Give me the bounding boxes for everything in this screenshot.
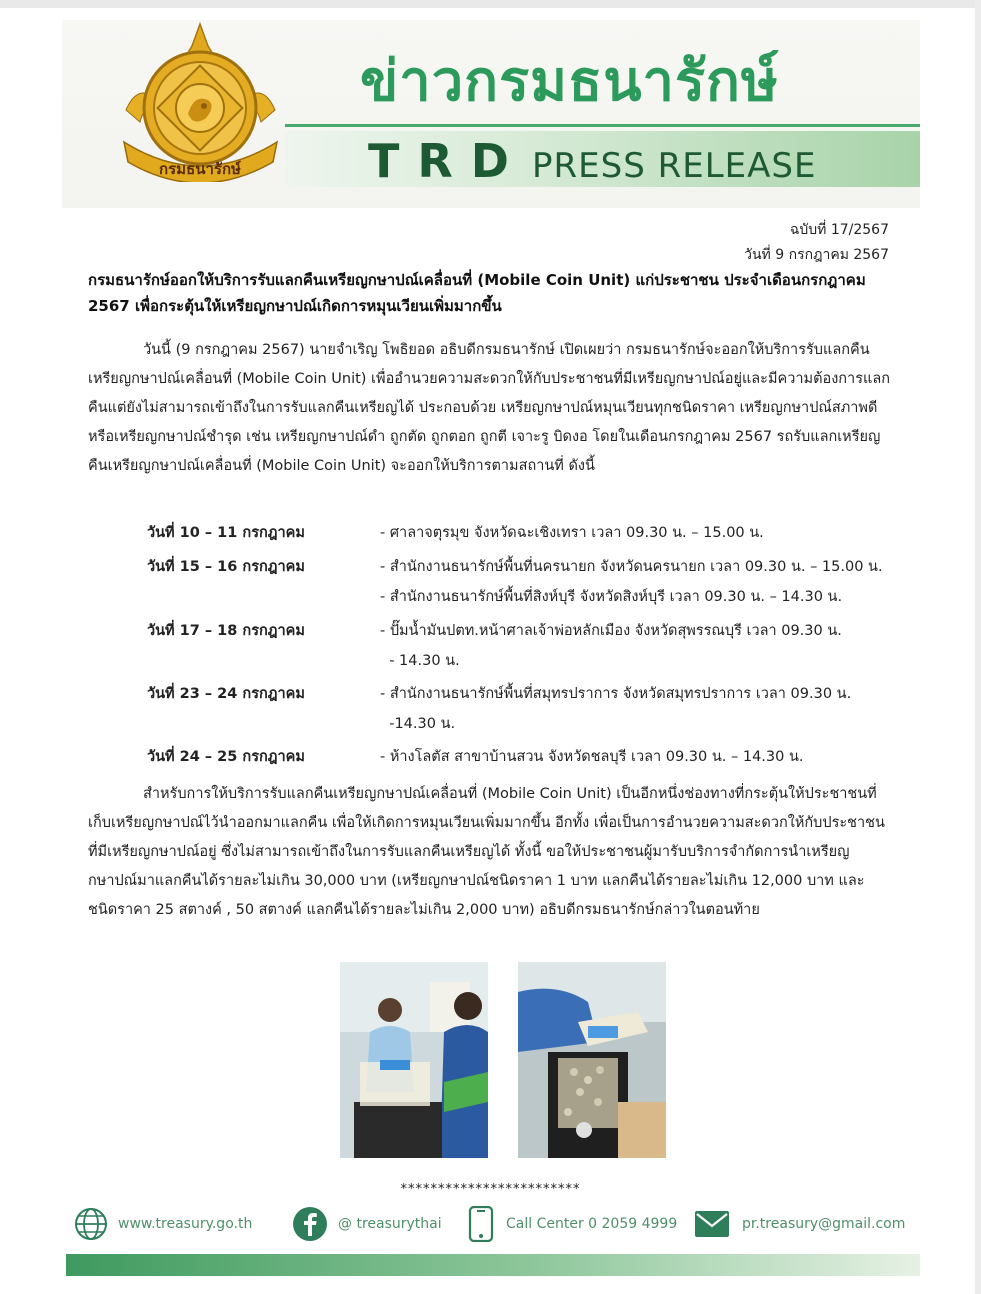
treasury-department-logo xyxy=(118,22,283,182)
press-release-label: PRESS RELEASE xyxy=(532,146,817,186)
schedule-date: วันที่ 15 – 16 กรกฎาคม xyxy=(147,559,305,575)
facebook-text: @ treasurythai xyxy=(338,1216,442,1232)
website-text: www.treasury.go.th xyxy=(118,1216,253,1232)
call-center-text: Call Center 0 2059 4999 xyxy=(506,1216,678,1232)
contact-footer xyxy=(62,1198,920,1248)
schedule-location: - สำนักงานธนารักษ์พื้นที่สิงห์บุรี จังหวัดสิงห์บุรี เวลา 09.30 น. – 14.30 น. xyxy=(380,589,843,605)
facebook-link[interactable] xyxy=(292,1206,442,1242)
mobile-phone-icon xyxy=(466,1206,496,1242)
header-title: ข่าวกรมธนารักษ์ xyxy=(360,49,779,114)
page-right-edge xyxy=(975,0,981,1294)
coin-exchange-photo-1 xyxy=(340,962,488,1158)
globe-icon xyxy=(74,1207,108,1241)
schedule-location: - สำนักงานธนารักษ์พื้นที่สมุทรปราการ จังหวัดสมุทรปราการ เวลา 09.30 น. xyxy=(380,686,852,702)
body-paragraph-1: วันนี้ (9 กรกฎาคม 2567) นายจำเริญ โพธิยอด อธิบดีกรมธนารักษ์ เปิดเผยว่า กรมธนารักษ์จะออกให้บริการรับแลกคืนเหรียญกษาปณ์เคลื่อนที่ (Mobile Coin Unit) เพื่ออำนวยความสะดวกให้กับประชาชนที่มีเหรียญกษาปณ์อยู่และมีความต้องการแลกคืนแต่ยังไม่สามารถเข้าถึงในการรับแลกคืนเหรียญได้ ประกอบด้วย เหรียญกษาปณ์หมุนเวียนทุกชนิดราคา เหรียญกษาปณ์สภาพดี หรือเหรียญกษาปณ์ชำรุด เช่น เหรียญกษาปณ์ดำ ถูกตัด ถูกตอก ถูกตี เจาะรู บิดงอ โดยในเดือนกรกฎาคม 2567 รถรับแลกเหรียญคืนเหรียญกษาปณ์เคลื่อนที่ (Mobile Coin Unit) จะออกให้บริการตามสถานที่ ดังนี้ xyxy=(88,342,890,474)
header-divider xyxy=(285,124,920,127)
schedule-location: - สำนักงานธนารักษ์พื้นที่นครนายก จังหวัดนครนายก เวลา 09.30 น. – 15.00 น. xyxy=(380,559,883,575)
coin-exchange-photo-2 xyxy=(518,962,666,1158)
facebook-icon xyxy=(292,1206,328,1242)
page-top-edge xyxy=(0,0,981,8)
body-paragraph-2: สำหรับการให้บริการรับแลกคืนเหรียญกษาปณ์เคลื่อนที่ (Mobile Coin Unit) เป็นอีกหนึ่งช่องทางที่กระตุ้นให้ประชาชนที่เก็บเหรียญกษาปณ์ไว้นำออกมาแลกคืน เพื่อให้เกิดการหมุนเวียนเพิ่มมากขึ้น อีกทั้ง เพื่อเป็นการอำนวยความสะดวกให้กับประชาชนที่มีเหรียญกษาปณ์อยู่ ซึ่งไม่สามารถเข้าถึงในการรับแลกคืนเหรียญได้ ทั้งนี้ ขอให้ประชาชนผู้มารับบริการจำกัดการนำเหรียญกษาปณ์มาแลกคืนได้รายละไม่เกิน 30,000 บาท (เหรียญกษาปณ์ชนิดราคา 1 บาท แลกคืนได้รายละไม่เกิน 12,000 บาท และชนิดราคา 25 สตางค์ , 50 สตางค์ แลกคืนได้รายละไม่เกิน 2,000 บาท) อธิบดีกรมธนารักษ์กล่าวในตอนท้าย xyxy=(88,786,885,918)
issue-number: ฉบับที่ 17/2567 xyxy=(789,222,889,238)
schedule-date: วันที่ 23 – 24 กรกฎาคม xyxy=(147,686,305,702)
email-text: pr.treasury@gmail.com xyxy=(742,1216,906,1232)
bottom-green-bar xyxy=(66,1254,920,1276)
schedule-location: - ปั๊มน้ำมันปตท.หน้าศาลเจ้าพ่อหลักเมือง จังหวัดสุพรรณบุรี เวลา 09.30 น. xyxy=(380,623,842,639)
schedule-date: วันที่ 17 – 18 กรกฎาคม xyxy=(147,623,305,639)
website-link[interactable] xyxy=(74,1206,252,1242)
schedule-date: วันที่ 24 – 25 กรกฎาคม xyxy=(147,749,305,765)
call-center-link[interactable] xyxy=(466,1206,677,1242)
schedule-date: วันที่ 10 – 11 กรกฎาคม xyxy=(147,525,305,541)
separator-stars: ************************ xyxy=(400,1182,581,1197)
schedule-location-cont: - 14.30 น. xyxy=(380,653,460,669)
svg-text:กรมธนารักษ์: กรมธนารักษ์ xyxy=(159,160,241,178)
schedule-location-cont: -14.30 น. xyxy=(380,716,456,732)
trd-wordmark: TRD xyxy=(368,134,527,188)
schedule-location: - ศาลาจตุรมุข จังหวัดฉะเชิงเทรา เวลา 09.30 น. – 15.00 น. xyxy=(380,525,764,541)
issue-date: วันที่ 9 กรกฎาคม 2567 xyxy=(744,247,889,263)
schedule-location: - ห้างโลตัส สาขาบ้านสวน จังหวัดชลบุรี เวลา 09.30 น. – 14.30 น. xyxy=(380,749,804,765)
email-link[interactable] xyxy=(694,1206,905,1242)
email-icon xyxy=(694,1210,730,1238)
headline: กรมธนารักษ์ออกให้บริการรับแลกคืนเหรียญกษาปณ์เคลื่อนที่ (Mobile Coin Unit) แก่ประชาชน ประจำเดือนกรกฎาคม 2567 เพื่อกระตุ้นให้เหรียญกษาปณ์เกิดการหมุนเวียนเพิ่มมากขึ้น xyxy=(88,271,866,315)
